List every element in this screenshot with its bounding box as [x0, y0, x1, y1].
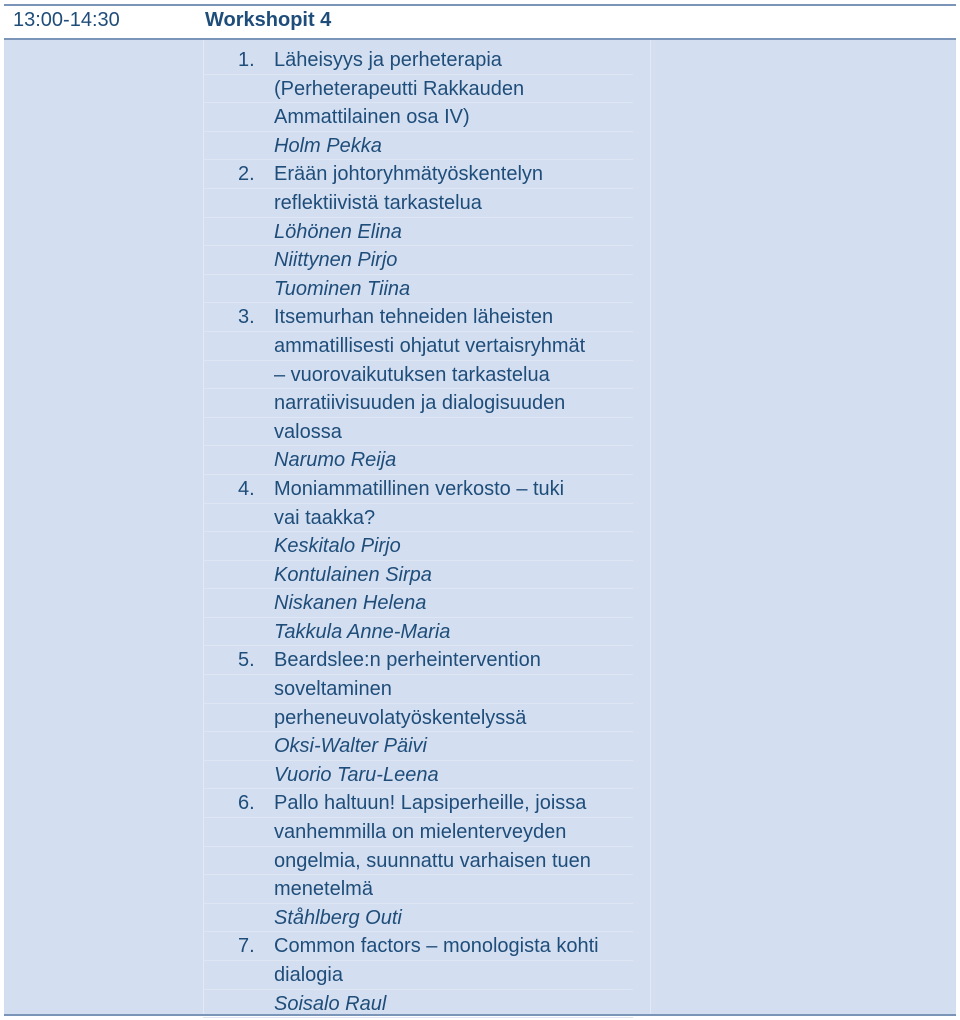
workshop-title-line	[203, 303, 633, 332]
workshop-author-line	[203, 446, 633, 475]
workshop-number: 3.	[238, 306, 255, 329]
workshop-title-text: Erään johtoryhmätyöskentelyn	[274, 163, 544, 186]
workshop-author-line	[203, 275, 633, 304]
workshop-title-line	[203, 475, 633, 504]
workshop-author-line	[203, 589, 633, 618]
workshop-title-text: vanhemmilla on mielenterveyden	[274, 821, 567, 844]
workshop-title-text: perheneuvolatyöskentelyssä	[274, 706, 527, 729]
workshop-author-line	[203, 904, 633, 933]
workshop-title-text: Itsemurhan tehneiden läheisten	[274, 306, 554, 329]
workshop-title-text: Moniammatillinen verkosto – tuki	[274, 477, 565, 500]
workshop-title-text: valossa	[274, 420, 342, 443]
workshop-title-text: Common factors – monologista kohti	[274, 935, 599, 958]
workshop-number: 2.	[238, 163, 255, 186]
workshop-author: Keskitalo Pirjo	[274, 535, 401, 558]
workshop-author-line	[203, 618, 633, 647]
workshop-title-line	[203, 332, 633, 361]
workshop-author: Ståhlberg Outi	[274, 906, 402, 929]
workshop-author: Narumo Reija	[274, 449, 397, 472]
workshop-number: 4.	[238, 477, 255, 500]
workshop-title-line	[203, 160, 633, 189]
workshop-title-text: (Perheterapeutti Rakkauden	[274, 77, 525, 100]
workshop-author-line	[203, 990, 633, 1019]
workshop-author: Löhönen Elina	[274, 220, 402, 243]
workshop-title-line	[203, 646, 633, 675]
workshop-number: 6.	[238, 792, 255, 815]
workshop-number: 7.	[238, 935, 255, 958]
workshop-list-row	[4, 40, 956, 1016]
workshop-title-text: Pallo haltuun! Lapsiperheille, joissa	[274, 792, 587, 815]
workshop-author: Tuominen Tiina	[274, 277, 411, 300]
workshop-title-text: Beardslee:n perheintervention	[274, 649, 541, 672]
workshop-title-line	[203, 932, 633, 961]
workshop-title-line	[203, 189, 633, 218]
workshop-title-line	[203, 875, 633, 904]
workshop-author-line	[203, 561, 633, 590]
workshop-author-line	[203, 761, 633, 790]
workshop-author: Vuorio Taru-Leena	[274, 763, 439, 786]
column-divider	[650, 40, 651, 1014]
workshop-author: Kontulainen Sirpa	[274, 563, 432, 586]
session-title: Workshopit 4	[205, 9, 332, 31]
workshop-author: Holm Pekka	[274, 134, 382, 157]
workshop-title-text: narratiivisuuden ja dialogisuuden	[274, 392, 566, 415]
workshop-title-line	[203, 818, 633, 847]
workshop-title-line	[203, 75, 633, 104]
workshop-author-line	[203, 132, 633, 161]
workshop-title-line	[203, 847, 633, 876]
workshop-author: Niskanen Helena	[274, 592, 427, 615]
time-slot: 13:00-14:30	[13, 9, 120, 31]
workshop-title-text: Läheisyys ja perheterapia	[274, 49, 502, 71]
workshop-schedule-table	[4, 4, 956, 1016]
workshop-title-text: – vuorovaikutuksen tarkastelua	[274, 363, 550, 386]
workshop-title-text: dialogia	[274, 964, 343, 986]
workshop-author-line	[203, 246, 633, 275]
workshop-number: 5.	[238, 649, 255, 672]
workshop-title-line	[203, 789, 633, 818]
workshop-title-text: ongelmia, suunnattu varhaisen tuen	[274, 849, 591, 872]
workshop-author-line	[203, 732, 633, 761]
workshop-title-line	[203, 704, 633, 733]
workshop-title-line	[203, 961, 633, 990]
workshop-title-text: reflektiivistä tarkastelua	[274, 191, 482, 214]
workshop-title-line	[203, 675, 633, 704]
header-row	[4, 4, 956, 40]
workshop-author-line	[203, 218, 633, 247]
workshop-title-text: menetelmä	[274, 878, 373, 901]
workshop-title-line	[203, 361, 633, 390]
workshop-title-text: vai taakka?	[274, 506, 376, 529]
workshop-title-line	[203, 418, 633, 447]
workshop-title-text: soveltaminen	[274, 678, 392, 701]
workshop-author: Soisalo Raul	[274, 992, 387, 1015]
workshop-title-text: ammatillisesti ohjatut vertaisryhmät	[274, 334, 586, 357]
workshop-number: 1.	[238, 49, 255, 71]
workshop-author: Niittynen Pirjo	[274, 249, 398, 272]
workshop-title-line	[203, 46, 633, 75]
workshop-author: Takkula Anne-Maria	[274, 620, 451, 643]
workshop-author-line	[203, 532, 633, 561]
workshop-title-line	[203, 504, 633, 533]
workshop-title-line	[203, 389, 633, 418]
workshop-title-line	[203, 103, 633, 132]
workshop-list	[203, 46, 633, 1018]
workshop-author: Oksi-Walter Päivi	[274, 735, 427, 758]
workshop-title-text: Ammattilainen osa IV)	[274, 106, 470, 129]
